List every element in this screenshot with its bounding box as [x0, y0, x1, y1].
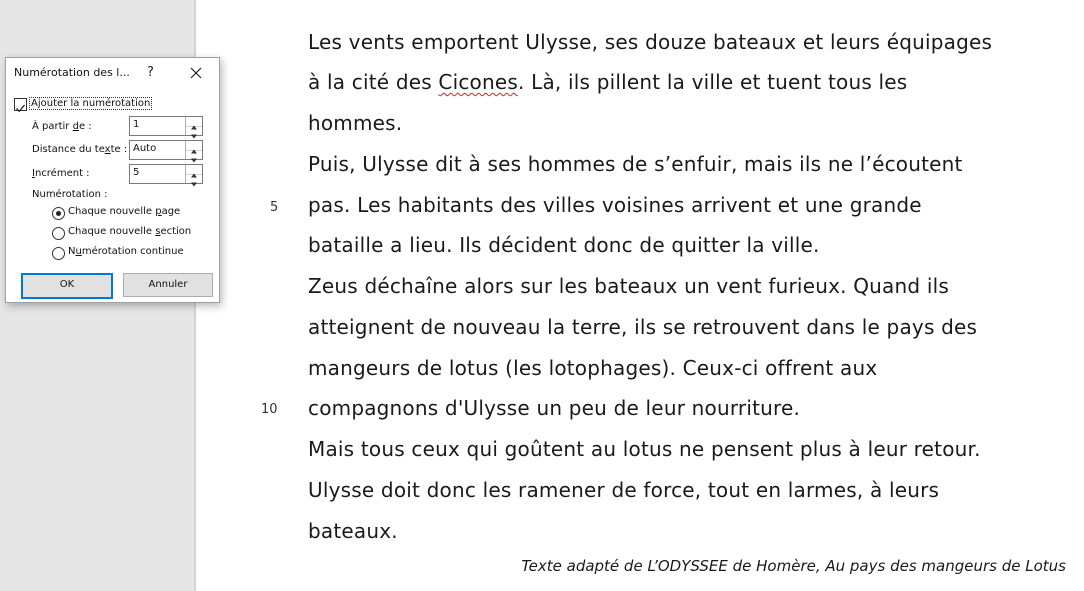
doc-line-2: [308, 70, 907, 94]
checkmark-icon: [15, 103, 26, 114]
distance-value[interactable]: Auto: [133, 143, 157, 154]
doc-line-2-tail: . Là, ils pillent la ville et tuent tous les: [517, 70, 908, 94]
radio-label-post: mérotation continue: [81, 246, 184, 257]
line-number-10: 10: [261, 402, 278, 417]
radio-each-section-label: [68, 226, 191, 237]
radio-label-accel: s: [155, 226, 161, 237]
source-caption: Texte adapté de L’ODYSSEE de Homère, Au pays des mangeurs de Lotus: [521, 557, 1066, 575]
triangle-down-icon: [186, 180, 202, 189]
radio-each-page-label: [68, 206, 180, 217]
distance-stepper[interactable]: [129, 140, 203, 160]
doc-line-11: Mais tous ceux qui goûtent au lotus ne pensent plus à leur retour.: [308, 437, 981, 461]
start-at-decrease[interactable]: [186, 126, 202, 135]
increment-value[interactable]: 5: [133, 167, 140, 178]
numbering-group-label: Numérotation :: [32, 189, 108, 200]
radio-selected-dot: [56, 211, 61, 216]
distance-label-pre: Distance du te: [32, 144, 105, 155]
doc-line-4: Puis, Ulysse dit à ses hommes de s’enfuir, mais ils ne l’écoutent: [308, 152, 963, 176]
increment-decrease[interactable]: [186, 174, 202, 183]
start-at-label-post: e :: [78, 121, 92, 132]
start-at-label: [32, 121, 92, 132]
start-at-label-accel: d: [72, 121, 79, 132]
help-button[interactable]: ?: [147, 65, 154, 80]
checkbox-box[interactable]: [14, 98, 27, 111]
radio-button[interactable]: [52, 207, 65, 220]
doc-line-7: Zeus déchaîne alors sur les bateaux un vent furieux. Quand ils: [308, 274, 949, 298]
doc-line-2-head: à la cité des: [308, 70, 439, 94]
close-button[interactable]: [186, 63, 206, 83]
distance-label-post: te :: [110, 144, 128, 155]
add-numbering-label: Ajouter la numérotation: [31, 98, 151, 109]
radio-label-post: ection: [160, 226, 192, 237]
doc-line-12: Ulysse doit donc les ramener de force, tout en larmes, à leurs: [308, 478, 940, 502]
radio-label-pre: Chaque nouvelle: [68, 206, 156, 217]
doc-line-5: pas. Les habitants des villes voisines arrivent et une grande: [308, 193, 922, 217]
distance-spin-buttons: [185, 141, 202, 159]
start-at-spin-buttons: [185, 117, 202, 135]
line-number-5: 5: [270, 200, 279, 215]
line-numbering-dialog: [5, 57, 220, 303]
start-at-value[interactable]: 1: [133, 119, 140, 130]
radio-button[interactable]: [52, 227, 65, 240]
doc-line-8: atteignent de nouveau la terre, ils se retrouvent dans le pays des: [308, 315, 978, 339]
distance-decrease[interactable]: [186, 150, 202, 159]
radio-label-pre: N: [68, 246, 76, 257]
radio-label-pre: Chaque nouvelle: [68, 226, 156, 237]
spelling-error-word[interactable]: Cicones: [438, 70, 518, 94]
dialog-title: Numérotation des l...: [14, 66, 130, 79]
doc-line-1: Les vents emportent Ulysse, ses douze bateaux et leurs équipages: [308, 30, 993, 54]
doc-line-9: mangeurs de lotus (les lotophages). Ceux-ci offrent aux: [308, 356, 878, 380]
close-icon: [186, 63, 206, 83]
doc-line-13: bateaux.: [308, 519, 398, 543]
radio-label-accel: p: [155, 206, 162, 217]
doc-line-6: bataille a lieu. Ils décident donc de quitter la ville.: [308, 233, 820, 257]
radio-label-post: age: [161, 206, 181, 217]
distance-label-accel: x: [104, 144, 111, 155]
doc-line-10: compagnons d'Ulysse un peu de leur nourriture.: [308, 396, 801, 420]
start-at-stepper[interactable]: [129, 116, 203, 136]
doc-line-3: hommes.: [308, 111, 403, 135]
distance-label: [32, 144, 127, 155]
increment-label: [32, 168, 90, 179]
cancel-button[interactable]: Annuler: [123, 273, 213, 297]
increment-label-post: ncrément :: [34, 168, 90, 179]
radio-continuous-label: [68, 246, 184, 257]
radio-button[interactable]: [52, 247, 65, 260]
start-at-label-pre: À partir: [32, 121, 73, 132]
increment-stepper[interactable]: [129, 164, 203, 184]
increment-label-accel: I: [32, 168, 35, 179]
increment-spin-buttons: [185, 165, 202, 183]
ok-button[interactable]: OK: [21, 273, 113, 299]
radio-label-accel: u: [75, 246, 82, 257]
